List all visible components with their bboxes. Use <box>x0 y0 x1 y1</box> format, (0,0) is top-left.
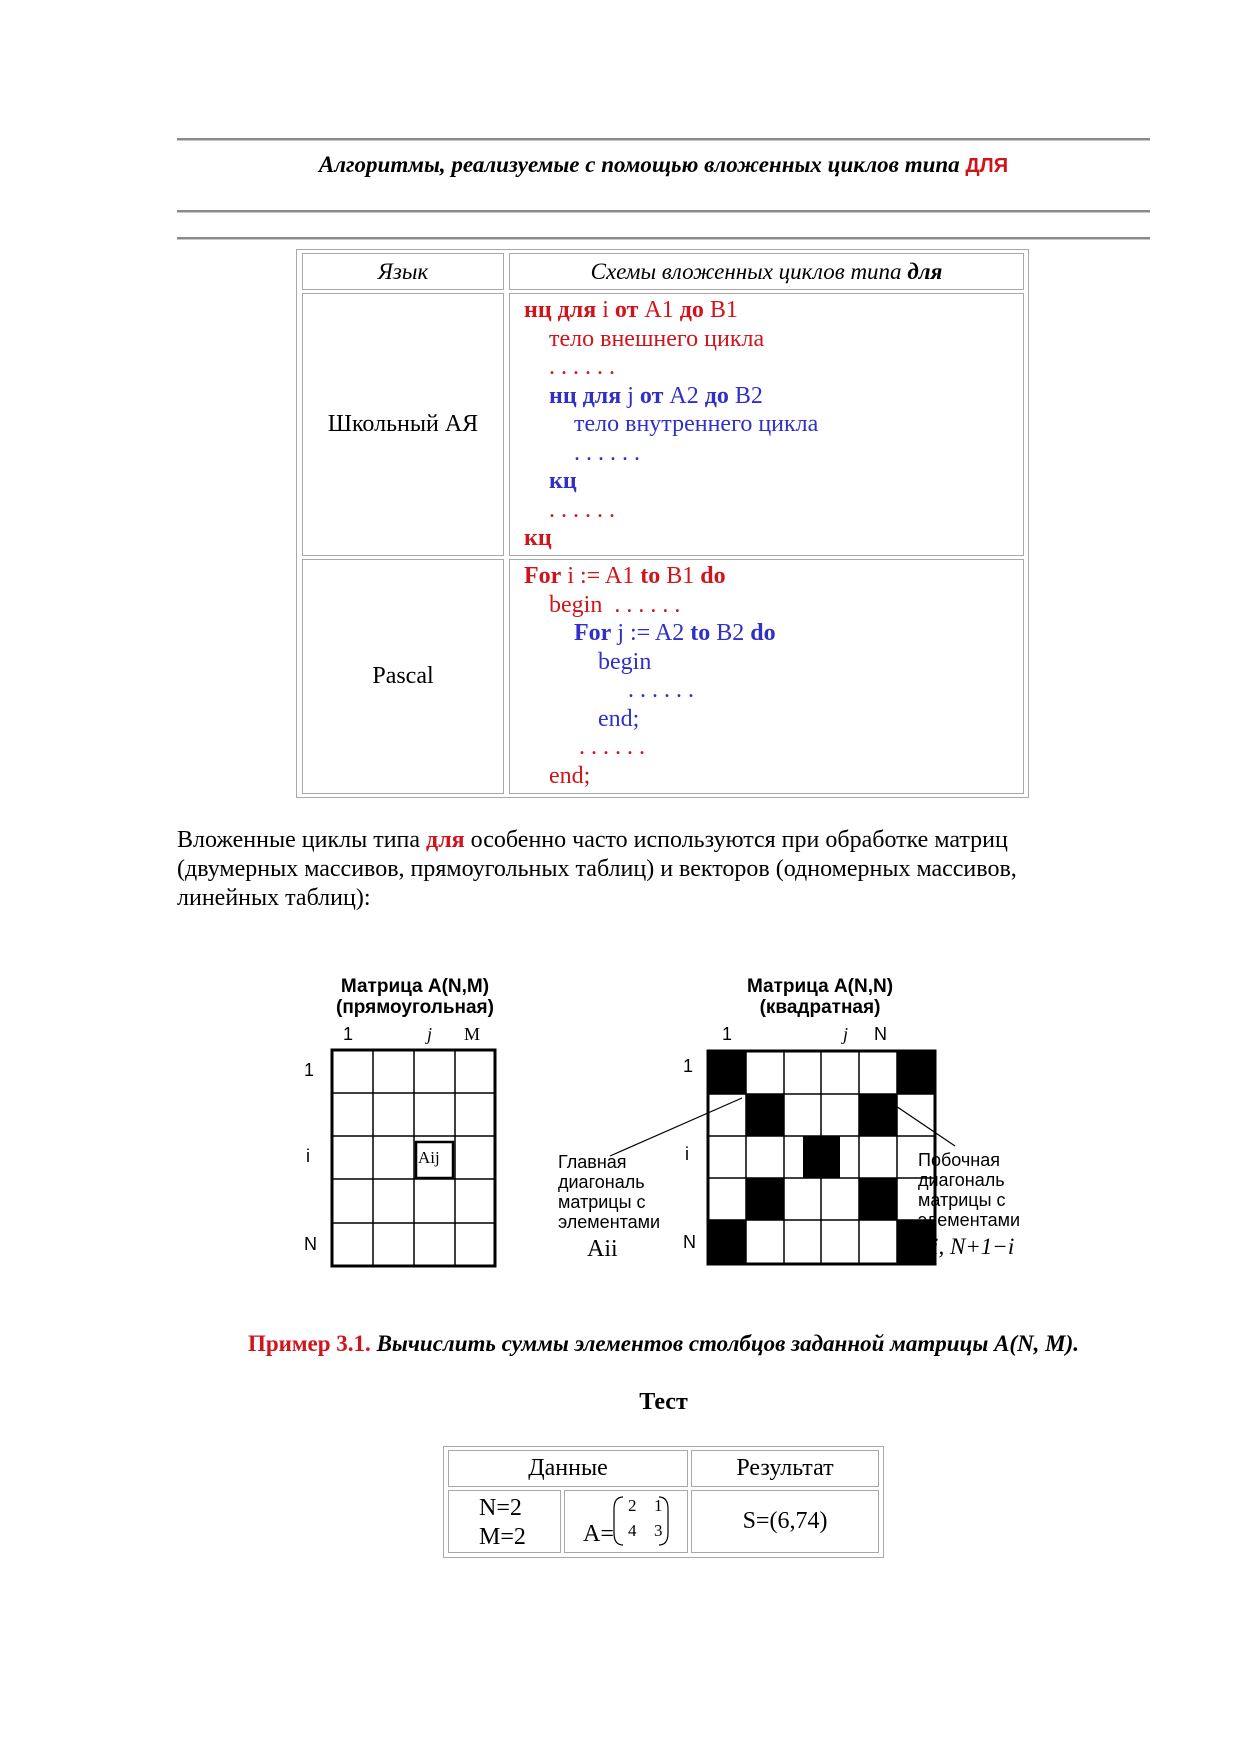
lang-cell-school <box>302 293 504 556</box>
code-line: . . . . . . <box>628 677 694 703</box>
data-matrix-cell <box>564 1490 688 1553</box>
left-row-1: 1 <box>304 1060 315 1080</box>
matrix-a21: 4 <box>628 1521 637 1540</box>
main-diag-symbol: Aii <box>587 1236 618 1262</box>
data-n: N=2 <box>479 1495 522 1521</box>
rect-matrix <box>332 1050 495 1266</box>
test-title: Тест <box>639 1389 688 1415</box>
matrix-a12: 1 <box>654 1496 663 1515</box>
side-diag-symbol: Ai, N+1−i <box>918 1234 1015 1259</box>
code-cell-pascal <box>509 559 1024 794</box>
code-line <box>524 619 1023 648</box>
code-line: . . . . . . <box>574 439 640 466</box>
left-col-j: j <box>427 1024 433 1044</box>
lang-cell-pascal <box>302 559 504 794</box>
matrix-prefix: A= <box>583 1521 614 1547</box>
left-row-N: N <box>304 1234 317 1254</box>
paragraph-keyword: для <box>426 827 465 853</box>
header-data <box>448 1450 688 1487</box>
left-col-M: M <box>464 1024 481 1044</box>
kw: For <box>574 620 612 646</box>
right-col-j: j <box>843 1024 849 1044</box>
loops-table <box>296 249 1029 798</box>
code-line: end; <box>549 762 591 789</box>
right-title-line2: (квадратная) <box>759 997 881 1018</box>
header-language <box>302 253 504 290</box>
data-m: M=2 <box>479 1524 526 1550</box>
code-line: begin <box>598 648 652 675</box>
side-diag-line: диагональ <box>918 1170 1005 1190</box>
code-text: A2 <box>663 382 705 409</box>
example-label: Пример 3.1. <box>247 1331 371 1356</box>
code-line <box>524 562 1023 591</box>
kw: нц для <box>549 382 622 409</box>
code-line: тело внешнего цикла <box>549 325 765 352</box>
side-diag-line: матрицы с <box>918 1190 1006 1210</box>
kw: to <box>640 563 661 589</box>
result-value: S=(6,74) <box>742 1508 828 1534</box>
kw: нц для <box>524 297 597 323</box>
left-title-line1: Матрица A(N,M) <box>340 976 490 997</box>
paragraph-text: Вложенные циклы типа <box>177 827 427 853</box>
right-col-1: 1 <box>722 1024 733 1044</box>
main-diag-line: диагональ <box>558 1172 645 1192</box>
top-rule <box>177 138 1150 141</box>
matrix-a11: 2 <box>628 1496 637 1515</box>
main-diag-line: матрицы с <box>558 1192 646 1212</box>
code-line <box>524 382 1023 411</box>
kw: to <box>690 620 711 646</box>
code-line: кц <box>524 525 552 551</box>
code-line: . . . . . . <box>549 354 615 380</box>
code-line: . . . . . . <box>549 496 615 523</box>
code-text: A1 <box>638 297 680 323</box>
header-result-text: Результат <box>736 1455 834 1481</box>
code-text: B1 <box>660 563 701 589</box>
kw: до <box>704 382 729 409</box>
test-table <box>443 1446 884 1558</box>
code-text: B1 <box>703 297 738 323</box>
side-diag-line: Побочная <box>918 1150 1000 1170</box>
header-schemes <box>509 253 1024 290</box>
left-matrix-title <box>290 976 540 1018</box>
kw: do <box>700 563 726 589</box>
right-col-N: N <box>874 1024 887 1044</box>
kw: do <box>750 620 776 646</box>
side-diag-line: элементами <box>918 1210 1021 1230</box>
lang-school: Школьный АЯ <box>327 411 479 437</box>
rule-3 <box>177 237 1150 240</box>
code-line: . . . . . . <box>579 734 645 760</box>
kw: от <box>614 297 639 323</box>
element-aij: Aij <box>418 1148 440 1167</box>
kw: от <box>639 382 664 409</box>
code-line: тело внутреннего цикла <box>574 411 819 437</box>
data-nm-cell <box>448 1490 561 1553</box>
code-text: i := A1 <box>561 563 641 589</box>
code-text: B2 <box>710 620 751 646</box>
code-line: end; <box>598 705 640 732</box>
page-title <box>177 152 1150 178</box>
left-row-i: i <box>306 1146 310 1166</box>
header-schemes-bold: для <box>907 258 943 284</box>
main-diag-line: Главная <box>558 1152 627 1172</box>
left-title-line2: (прямоугольная) <box>336 997 494 1018</box>
header-schemes-text: Схемы вложенных циклов типа <box>590 258 908 284</box>
right-row-1: 1 <box>683 1056 694 1076</box>
right-title-line1: Матрица A(N,N) <box>746 976 894 997</box>
square-matrix <box>610 1051 955 1264</box>
matrix-figure <box>290 974 1050 1274</box>
code-cell-school <box>509 293 1024 556</box>
main-diag-line: элементами <box>558 1212 661 1232</box>
rule-2 <box>177 210 1150 213</box>
right-row-N: N <box>683 1232 696 1252</box>
example-text: Вычислить суммы элементов столбцов заданной матрицы A(N, M). <box>370 1331 1080 1356</box>
code-text: j := A2 <box>611 620 691 646</box>
kw: до <box>679 297 704 323</box>
code-line: кц <box>549 468 577 494</box>
paragraph-text: особенно часто используются при обработке матриц (двумерных массивов, прямоугольных таблиц) и векторов (одномерных массивов, линейных таблиц): <box>177 827 1017 911</box>
code-text: i <box>596 297 615 323</box>
code-text: j <box>621 382 640 409</box>
code-line: begin . . . . . . <box>549 591 681 618</box>
header-data-text: Данные <box>528 1455 608 1481</box>
kw: For <box>524 563 562 589</box>
right-row-i: i <box>685 1144 689 1164</box>
result-cell <box>691 1490 879 1553</box>
body-paragraph <box>177 826 1077 913</box>
title-keyword: ДЛЯ <box>965 155 1009 177</box>
lang-pascal: Pascal <box>372 663 434 689</box>
matrix-a22: 3 <box>654 1521 663 1540</box>
example-heading <box>177 1331 1150 1357</box>
title-text: Алгоритмы, реализуемые с помощью вложенных циклов типа <box>318 152 966 177</box>
side-diagonal-caption <box>918 1150 1020 1230</box>
code-text: B2 <box>728 382 763 409</box>
main-diagonal-caption <box>558 1152 660 1232</box>
header-result <box>691 1450 879 1487</box>
code-line <box>524 296 1023 325</box>
right-matrix-title <box>695 976 945 1018</box>
left-col-1: 1 <box>343 1024 354 1044</box>
header-language-text: Язык <box>377 258 429 284</box>
